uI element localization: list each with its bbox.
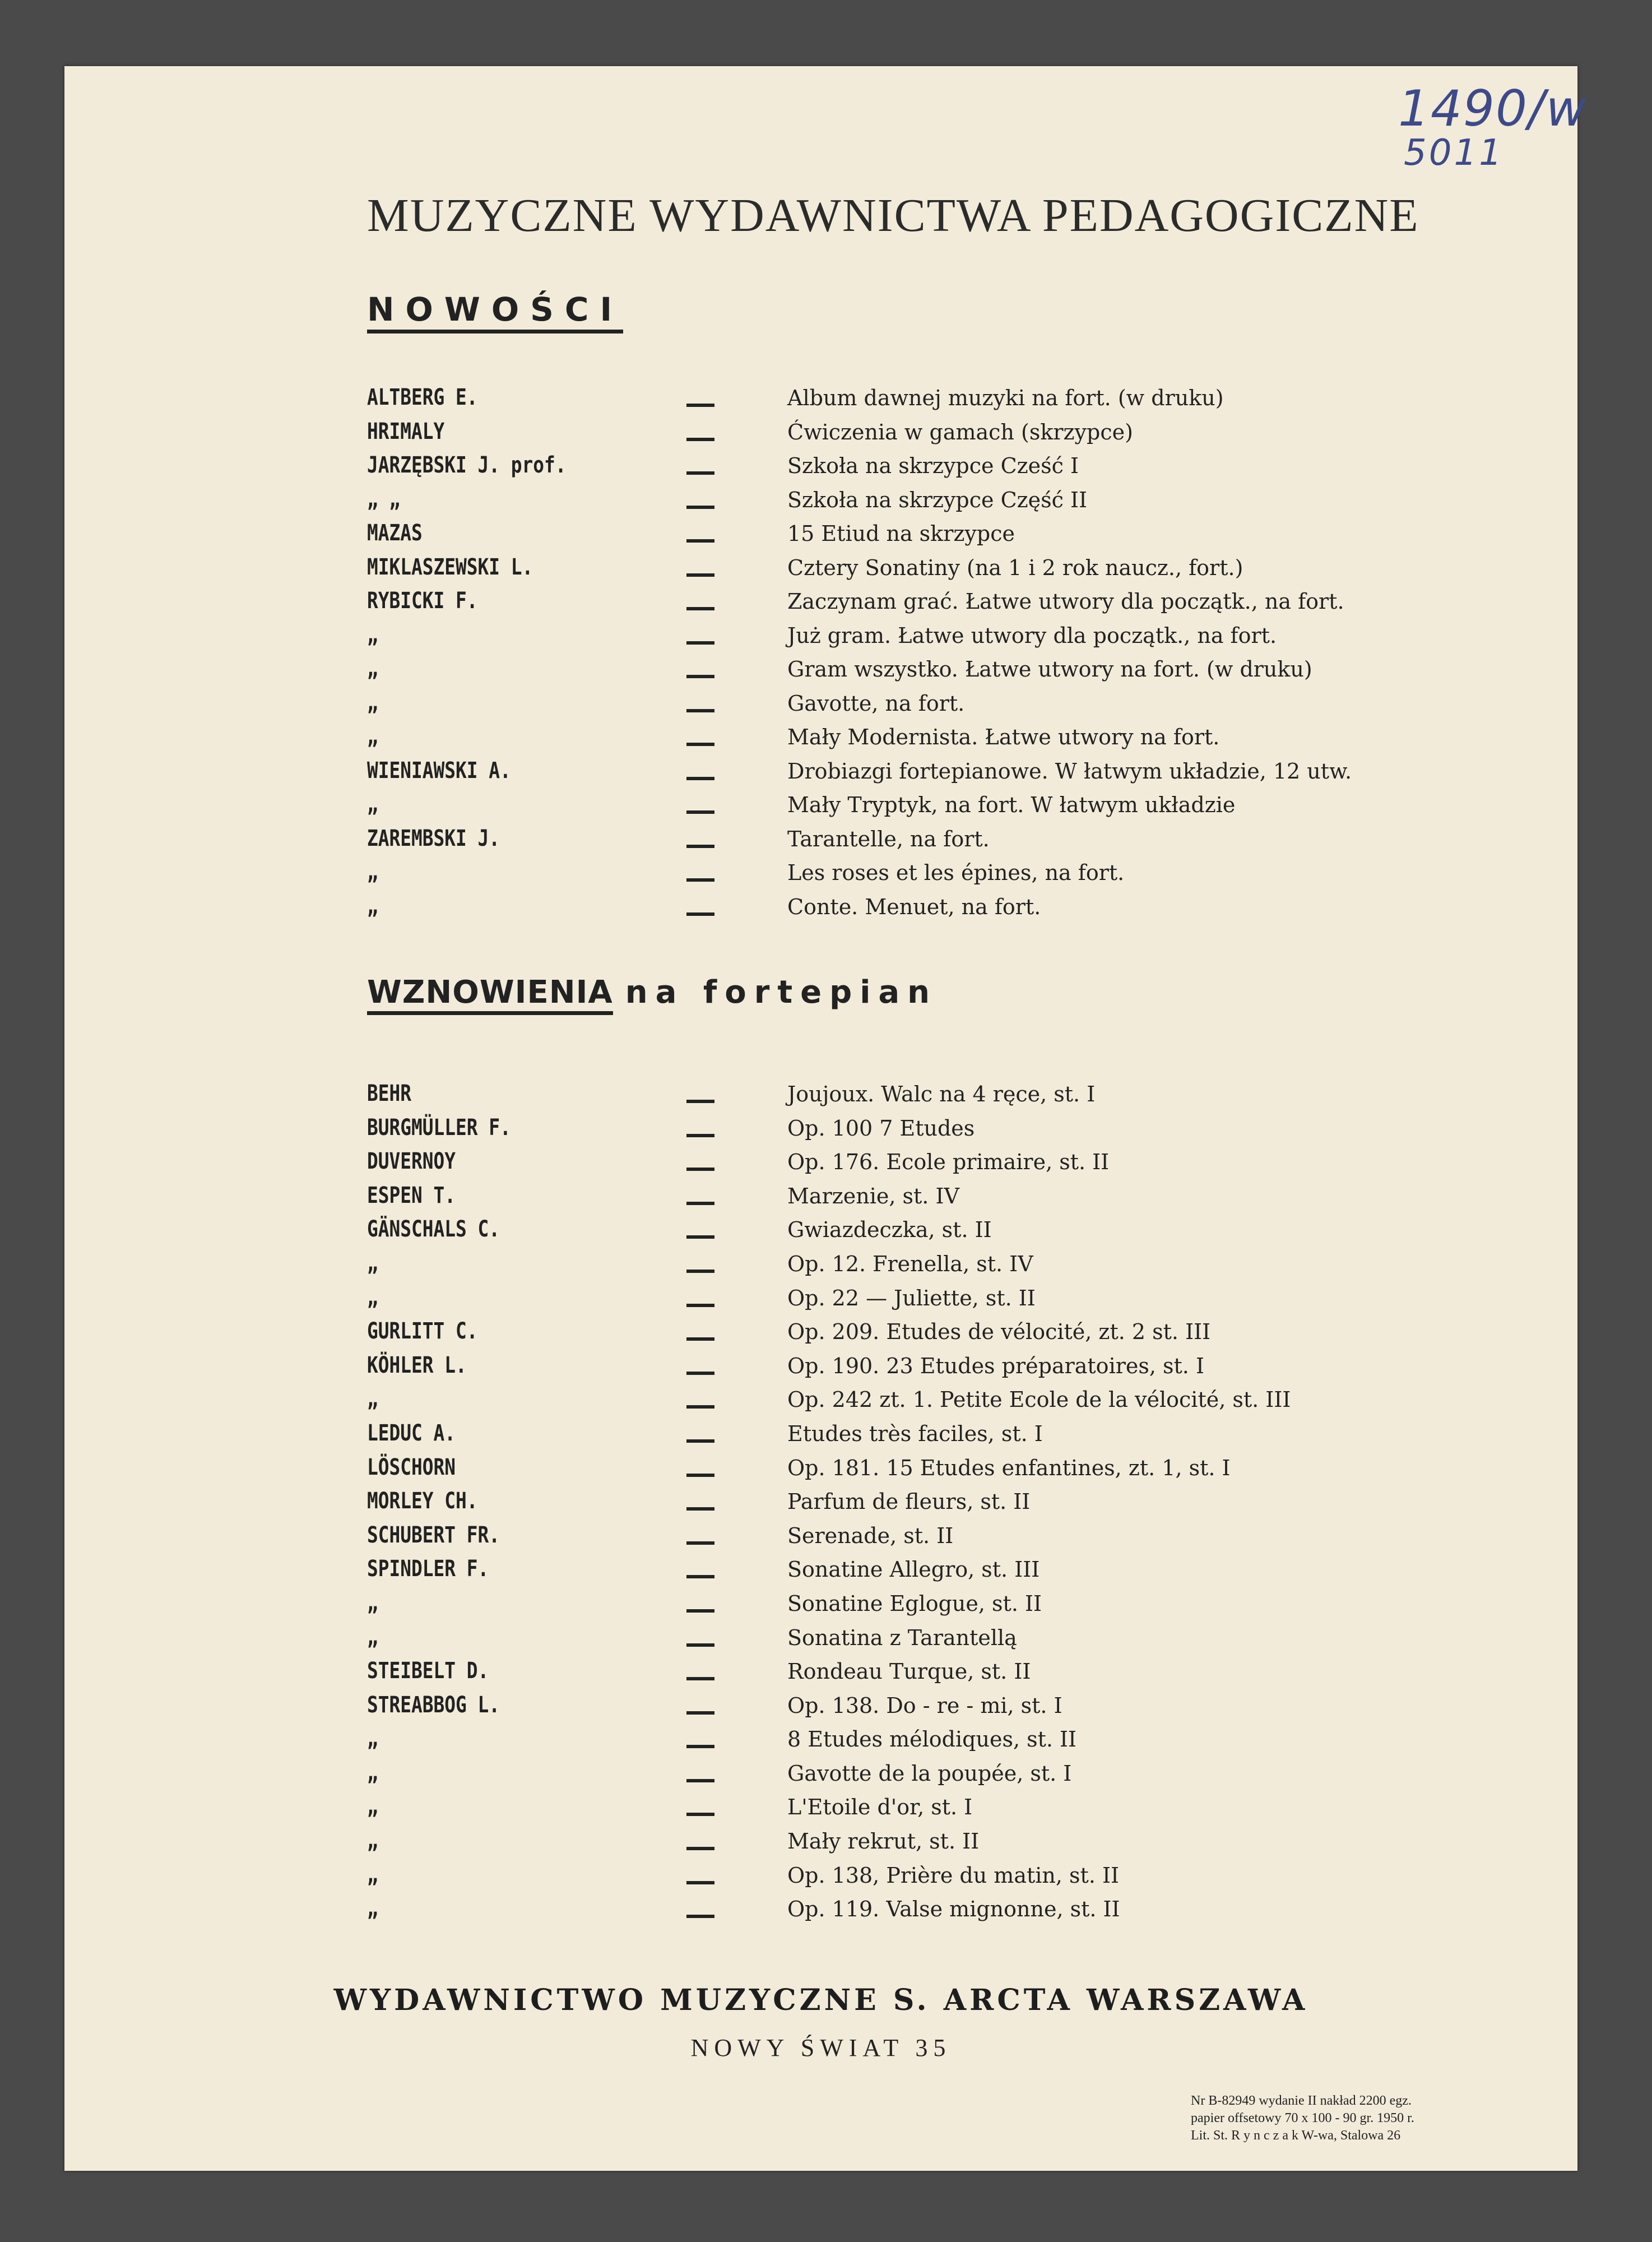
composer-name: „	[367, 1861, 378, 1888]
composer-name: „ „	[367, 486, 401, 512]
work-title: Mały Modernista. Łatwe utwory na fort.	[787, 725, 1220, 749]
work-title: Gavotte, na fort.	[787, 691, 965, 716]
work-title: Serenade, st. II	[787, 1523, 954, 1548]
publisher-name: WYDAWNICTWO MUZYCZNE S. ARCTA WARSZAWA	[333, 1983, 1308, 2017]
list-item	[367, 1726, 1544, 1760]
dash-separator	[686, 1474, 714, 1477]
dash-separator	[686, 539, 714, 543]
work-title: Szkoła na skrzypce Część II	[787, 487, 1088, 512]
composer-name: „	[367, 1624, 378, 1650]
archive-note-line1: 1490/w	[1398, 80, 1588, 137]
dash-separator	[686, 1337, 714, 1341]
list-item	[367, 1522, 1544, 1557]
dash-separator	[686, 878, 714, 882]
composer-name: MORLEY CH.	[367, 1488, 478, 1514]
work-title: Etudes très faciles, st. I	[787, 1421, 1043, 1446]
list-item	[367, 1760, 1544, 1794]
dash-separator	[686, 1235, 714, 1239]
composer-name: „	[367, 859, 378, 885]
work-title: L'Etoile d'or, st. I	[787, 1795, 973, 1820]
dash-separator	[686, 1677, 714, 1680]
work-title: Op. 100 7 Etudes	[787, 1115, 975, 1141]
section-heading-nowosci: NOWOŚCI	[367, 290, 623, 333]
section-heading-wznowienia	[367, 974, 938, 1011]
dash-separator	[686, 1405, 714, 1409]
composer-name: „	[367, 1896, 378, 1922]
imprint-note	[1191, 2092, 1549, 2144]
work-title: Joujoux. Walc na 4 ręce, st. I	[787, 1082, 1096, 1106]
work-title: Tarantelle, na fort.	[787, 826, 990, 851]
list-item	[367, 1420, 1544, 1454]
wznowienia-list	[367, 1081, 1544, 1930]
dash-separator	[686, 1304, 714, 1307]
work-title: Op. 176. Ecole primaire, st. II	[787, 1150, 1110, 1175]
list-item	[367, 554, 1544, 589]
dash-separator	[686, 1202, 714, 1205]
work-title: Op. 22 — Juliette, st. II	[787, 1285, 1036, 1310]
work-title: Zaczynam grać. Łatwe utwory dla początk., na fort.	[787, 589, 1344, 614]
page-title: MUZYCZNE WYDAWNICTWA PEDAGOGICZNE	[367, 189, 1419, 242]
composer-name: „	[367, 1284, 378, 1310]
composer-name: GÄNSCHALS C.	[367, 1216, 500, 1243]
work-title: Sonatine Allegro, st. III	[787, 1557, 1040, 1582]
composer-name: „	[367, 1759, 378, 1786]
document-page	[64, 66, 1588, 2171]
composer-name: „	[367, 1794, 378, 1820]
nowosci-list	[367, 385, 1544, 927]
dash-separator	[686, 1643, 714, 1647]
work-title: Drobiazgi fortepianowe. W łatwym układzie, 12 utw.	[787, 758, 1352, 784]
work-title: Mały Tryptyk, na fort. W łatwym układzie	[787, 793, 1236, 817]
dash-separator	[686, 404, 714, 407]
composer-name: MIKLASZEWSKI L.	[367, 554, 533, 580]
composer-name: LÖSCHORN	[367, 1454, 456, 1480]
list-item	[367, 690, 1544, 724]
archive-note-line2: 5011	[1404, 132, 1504, 174]
work-title: Już gram. Łatwe utwory dla początk., na fort.	[787, 623, 1277, 648]
list-item	[367, 1081, 1544, 1115]
composer-name: „	[367, 1250, 378, 1276]
list-item	[367, 1352, 1544, 1387]
work-title: Szkoła na skrzypce Cześć I	[787, 453, 1079, 478]
work-title: Op. 119. Valse mignonne, st. II	[787, 1897, 1120, 1922]
composer-name: „	[367, 622, 378, 648]
composer-name: „	[367, 1828, 378, 1854]
composer-name: „	[367, 1590, 378, 1616]
publisher-address: NOWY ŚWIAT 35	[690, 2034, 952, 2062]
dash-separator	[686, 1372, 714, 1375]
composer-name: „	[367, 791, 378, 817]
composer-name: BURGMÜLLER F.	[367, 1114, 511, 1141]
dash-separator	[686, 1609, 714, 1613]
dash-separator	[686, 675, 714, 678]
list-item	[367, 893, 1544, 928]
list-item	[367, 859, 1544, 893]
dash-separator	[686, 1711, 714, 1715]
work-title: Op. 209. Etudes de vélocité, zt. 2 st. III	[787, 1319, 1211, 1345]
composer-name: „	[367, 1386, 378, 1412]
dash-separator	[686, 1915, 714, 1918]
composer-name: „	[367, 1726, 378, 1752]
list-item	[367, 1828, 1544, 1862]
composer-name: ALTBERG E.	[367, 385, 478, 410]
composer-name: „	[367, 656, 378, 682]
composer-name: LEDUC A.	[367, 1420, 456, 1446]
imprint-line1: Nr B-82949 wydanie II nakład 2200 egz.	[1191, 2093, 1412, 2108]
composer-name: „	[367, 689, 378, 716]
composer-name: RYBICKI F.	[367, 588, 478, 614]
dash-separator	[686, 709, 714, 712]
list-item	[367, 1658, 1544, 1692]
work-title: Mały rekrut, st. II	[787, 1829, 980, 1854]
imprint-line3: Lit. St. R y n c z a k W-wa, Stalowa 26	[1191, 2128, 1401, 2143]
dash-separator	[686, 1507, 714, 1511]
composer-name: WIENIAWSKI A.	[367, 757, 511, 784]
dash-separator	[686, 845, 714, 848]
dash-separator	[686, 1100, 714, 1103]
composer-name: „	[367, 893, 378, 919]
work-title: Sonatina z Tarantellą	[787, 1625, 1017, 1650]
work-title: Rondeau Turque, st. II	[787, 1659, 1031, 1684]
dash-separator	[686, 573, 714, 577]
work-title: Marzenie, st. IV	[787, 1183, 959, 1208]
composer-name: GURLITT C.	[367, 1318, 478, 1345]
list-item	[367, 520, 1544, 554]
list-item	[367, 1692, 1544, 1726]
list-item	[367, 656, 1544, 690]
list-item	[367, 791, 1544, 826]
composer-name: ESPEN T.	[367, 1182, 456, 1208]
dash-separator	[686, 1847, 714, 1850]
composer-name: BEHR	[367, 1081, 411, 1106]
list-item	[367, 487, 1544, 521]
dash-separator	[686, 438, 714, 441]
work-title: Conte. Menuet, na fort.	[787, 894, 1041, 919]
work-title: Op. 190. 23 Etudes préparatoires, st. I	[787, 1353, 1204, 1378]
dash-separator	[686, 912, 714, 916]
composer-name: SCHUBERT FR.	[367, 1522, 500, 1548]
list-item	[367, 419, 1544, 453]
list-item	[367, 1896, 1544, 1930]
list-item	[367, 1624, 1544, 1659]
composer-name: ZAREMBSKI J.	[367, 825, 500, 851]
composer-name: STREABBOG L.	[367, 1692, 500, 1718]
dash-separator	[686, 777, 714, 780]
work-title: Album dawnej muzyki na fort. (w druku)	[787, 386, 1224, 410]
dash-separator	[686, 1541, 714, 1545]
dash-separator	[686, 1575, 714, 1578]
work-title: 15 Etiud na skrzypce	[787, 521, 1015, 546]
composer-name: KÖHLER L.	[367, 1352, 467, 1378]
work-title: Cztery Sonatiny (na 1 i 2 rok naucz., fort.)	[787, 555, 1243, 580]
list-item	[367, 452, 1544, 487]
work-title: 8 Etudes mélodiques, st. II	[787, 1727, 1077, 1752]
list-item	[367, 1115, 1544, 1149]
section-heading-wznowienia-subtitle: na fortepian	[625, 974, 938, 1011]
list-item	[367, 1454, 1544, 1489]
list-item	[367, 385, 1544, 419]
dash-separator	[686, 1134, 714, 1137]
list-item	[367, 724, 1544, 758]
list-item	[367, 1386, 1544, 1420]
composer-name: „	[367, 724, 378, 749]
list-item	[367, 588, 1544, 622]
dash-separator	[686, 1881, 714, 1884]
composer-name: STEIBELT D.	[367, 1658, 489, 1684]
work-title: Parfum de fleurs, st. II	[787, 1489, 1031, 1514]
work-title: Op. 242 zt. 1. Petite Ecole de la vélocité, st. III	[787, 1387, 1291, 1412]
dash-separator	[686, 743, 714, 746]
work-title: Les roses et les épines, na fort.	[787, 860, 1125, 885]
dash-separator	[686, 1270, 714, 1273]
archive-handwritten-note	[1398, 80, 1588, 174]
composer-name: MAZAS	[367, 520, 423, 546]
list-item	[367, 1250, 1544, 1285]
list-item	[367, 1216, 1544, 1250]
list-item	[367, 1488, 1544, 1522]
list-item	[367, 1285, 1544, 1319]
composer-name: DUVERNOY	[367, 1148, 456, 1175]
dash-separator	[686, 1439, 714, 1443]
dash-separator	[686, 471, 714, 475]
list-item	[367, 622, 1544, 656]
list-item	[367, 1862, 1544, 1896]
composer-name: HRIMALY	[367, 418, 445, 444]
list-item	[367, 1556, 1544, 1590]
composer-name: SPINDLER F.	[367, 1556, 489, 1582]
dash-separator	[686, 1745, 714, 1748]
section-heading-wznowienia-label: WZNOWIENIA	[367, 974, 613, 1015]
dash-separator	[686, 607, 714, 610]
list-item	[367, 1318, 1544, 1352]
work-title: Op. 181. 15 Etudes enfantines, zt. 1, st. I	[787, 1455, 1231, 1480]
dash-separator	[686, 1813, 714, 1816]
list-item	[367, 1590, 1544, 1624]
work-title: Op. 138. Do - re - mi, st. I	[787, 1693, 1062, 1718]
list-item	[367, 1183, 1544, 1217]
work-title: Gavotte de la poupée, st. I	[787, 1761, 1072, 1786]
composer-name: JARZĘBSKI J. prof.	[367, 452, 567, 478]
dash-separator	[686, 1168, 714, 1171]
list-item	[367, 826, 1544, 860]
dash-separator	[686, 641, 714, 645]
work-title: Gwiazdeczka, st. II	[787, 1217, 992, 1243]
imprint-line2: papier offsetowy 70 x 100 - 90 gr. 1950 r.	[1191, 2111, 1414, 2125]
list-item	[367, 1148, 1544, 1183]
list-item	[367, 758, 1544, 792]
dash-separator	[686, 506, 714, 509]
work-title: Op. 12. Frenella, st. IV	[787, 1251, 1033, 1276]
dash-separator	[686, 810, 714, 814]
work-title: Ćwiczenia w gamach (skrzypce)	[787, 419, 1133, 444]
work-title: Gram wszystko. Łatwe utwory na fort. (w druku)	[787, 657, 1312, 682]
dash-separator	[686, 1779, 714, 1782]
list-item	[367, 1794, 1544, 1828]
work-title: Op. 138, Prière du matin, st. II	[787, 1863, 1120, 1888]
work-title: Sonatine Eglogue, st. II	[787, 1591, 1042, 1616]
